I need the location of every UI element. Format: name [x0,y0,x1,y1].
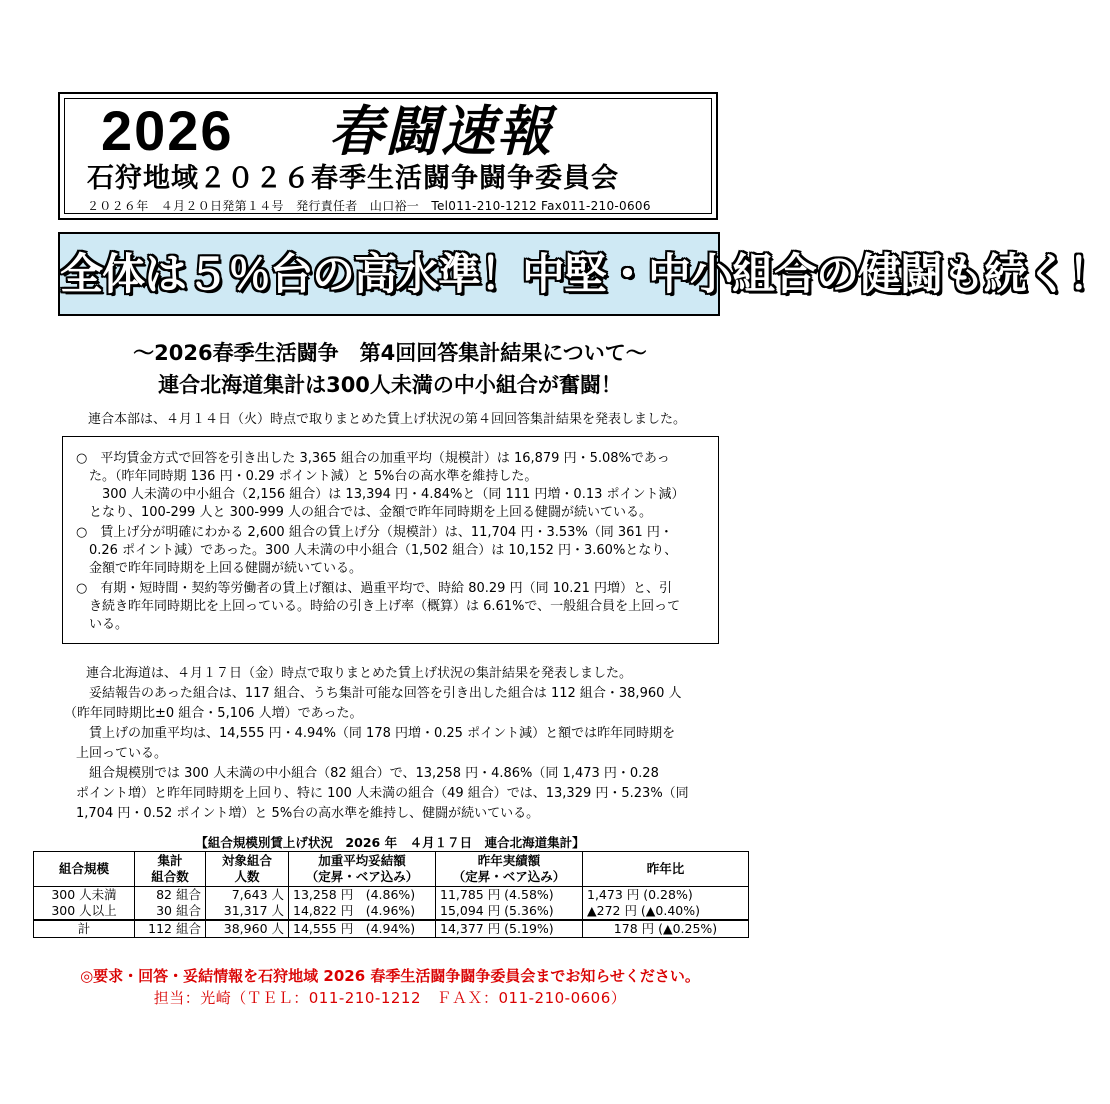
masthead-year: 2026 [101,99,234,162]
cell-yoy: ▲272 円 (▲0.40%) [583,903,749,920]
table-total-row [34,920,749,938]
header-unions: 集計 組合数 [135,852,206,887]
cell-members: 38,960 人 [206,920,289,938]
cell-last-year: 14,377 円 (5.19%) [436,920,583,938]
body-line-6: 組合規模別では 300 人未満の中小組合（82 組合）で、13,258 円・4.86%（同 1,473 円・0.28 [76,766,659,781]
cell-weighted-avg: 14,555 円 (4.94%) [289,920,436,938]
cell-weighted-avg: 14,822 円 (4.96%) [289,903,436,920]
subtitle-1: ～2026春季生活闘争 第4回回答集計結果について～ [133,341,647,365]
body-line-3: （昨年同時期比±0 組合・5,106 人増）であった。 [64,706,363,721]
masthead [58,92,718,220]
cell-unions: 82 組合 [135,887,206,904]
cell-size: 300 人未満 [34,887,135,904]
wage-table [33,851,749,938]
cell-yoy: 1,473 円 (0.28%) [583,887,749,904]
bullet-2-line-3: 金額で昨年同時期を上回る健闘が続いている。 [76,561,363,576]
cell-last-year: 11,785 円 (4.58%) [436,887,583,904]
bullet-1-line-2: た。（昨年同時期 136 円・0.29 ポイント減）と 5%台の高水準を維持した。 [76,469,538,484]
cell-last-year: 15,094 円 (5.36%) [436,903,583,920]
cell-unions: 30 組合 [135,903,206,920]
footer-contact: 担当：光崎（ＴＥＬ：011-210-1212 ＦＡＸ：011-210-0606） [153,989,627,1007]
cell-size: 300 人以上 [34,903,135,920]
body-line-2: 妥結報告のあった組合は、117 組合、うち集計可能な回答を引き出した組合は 112 組合・38,960 人 [76,686,682,701]
table-header-row [34,852,749,887]
body-line-4: 賃上げの加重平均は、14,555 円・4.94%（同 178 円増・0.25 ポイント減）と額では昨年同時期を [76,726,676,741]
cell-yoy: 178 円 (▲0.25%) [583,920,749,938]
header-yoy: 昨年比 [583,852,749,887]
body-line-7: ポイント増）と昨年同時期を上回り、特に 100 人未満の組合（49 組合）では、13,329 円・5.23%（同 [76,786,689,801]
table-row [34,903,749,920]
cell-unions: 112 組合 [135,920,206,938]
bullet-2-line-2: 0.26 ポイント減）であった。300 人未満の中小組合（1,502 組合）は 10,152 円・3.60%となり、 [76,543,678,558]
body-line-5: 上回っている。 [76,746,168,761]
cell-size: 計 [34,920,135,938]
masthead-issue-info: ２０２６年 ４月２０日発第１４号 発行責任者 山口裕一 Tel011-210-1212 Fax011-210-0606 [87,199,651,213]
bullet-1-line-1: ○ 平均賃金方式で回答を引き出した 3,365 組合の加重平均（規模計）は 16,879 円・5.08%であっ [76,451,670,466]
body-line-8: 1,704 円・0.52 ポイント増）と 5%台の高水準を維持し、健闘が続いている。 [76,806,540,821]
table-title: 【組合規模別賃上げ状況 2026 年 ４月１７日 連合北海道集計】 [195,835,585,850]
subtitle-2: 連合北海道集計は300人未満の中小組合が奮闘！ [158,373,622,397]
header-size: 組合規模 [34,852,135,887]
footer-request: ◎要求・回答・妥結情報を石狩地域 2026 春季生活闘争闘争委員会までお知らせください。 [80,967,700,985]
masthead-inner-frame [64,98,712,214]
bullet-3-line-1: ○ 有期・短時間・契約等労働者の賃上げ額は、過重平均で、時給 80.29 円（同 10.21 円増）と、引 [76,581,673,596]
masthead-title: 春闘速報 [329,99,553,163]
bullet-3-line-2: き続き昨年同時期比を上回っている。時給の引き上げ率（概算）は 6.61%で、一般組合員を上回って [76,599,681,614]
masthead-org: 石狩地域２０２６春季生活闘争闘争委員会 [87,163,619,194]
cell-members: 31,317 人 [206,903,289,920]
cell-weighted-avg: 13,258 円 (4.86%) [289,887,436,904]
headline-text: 全体は５％台の高水準！中堅・中小組合の健闘も続く！ [60,250,1110,300]
intro-paragraph: 連合本部は、４月１４日（火）時点で取りまとめた賃上げ状況の第４回回答集計結果を発表しました。 [88,412,687,427]
bullet-2-line-1: ○ 賃上げ分が明確にわかる 2,600 組合の賃上げ分（規模計）は、11,704 円・3.53%（同 361 円・ [76,525,673,540]
header-weighted-avg: 加重平均妥結額 （定昇・ベア込み） [289,852,436,887]
table-row [34,887,749,904]
cell-members: 7,643 人 [206,887,289,904]
bullet-1-line-4: となり、100-299 人と 300-999 人の組合では、金額で昨年同時期を上回る健闘が続いている。 [76,505,653,520]
body-line-1: 連合北海道は、４月１７日（金）時点で取りまとめた賃上げ状況の集計結果を発表しました。 [86,666,633,681]
bullet-1-line-3: 300 人未満の中小組合（2,156 組合）は 13,394 円・4.84%と（同 111 円増・0.13 ポイント減） [76,487,685,502]
headline-banner [58,232,1110,316]
bullet-3-line-3: いる。 [76,617,129,632]
header-members: 対象組合 人数 [206,852,289,887]
header-last-year: 昨年実績額 （定昇・ベア込み） [436,852,583,887]
